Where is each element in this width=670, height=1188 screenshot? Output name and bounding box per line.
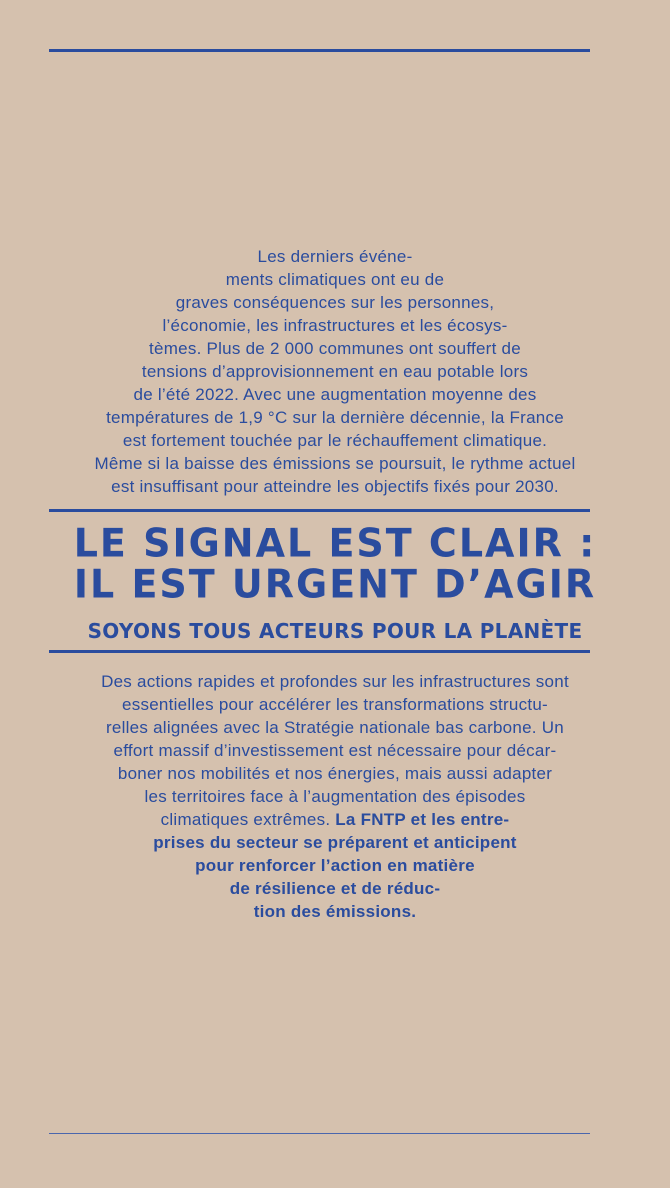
headline-line-1: LE SIGNAL EST CLAIR : (73, 520, 597, 566)
headline-bottom-rule (49, 650, 590, 653)
body-line-bold-part: La FNTP et les entre- (335, 810, 510, 829)
top-rule (49, 49, 590, 52)
body-line: relles alignées avec la Stratégie nationale bas carbone. Un (106, 718, 564, 737)
body-paragraph (0, 670, 670, 923)
intro-line: tèmes. Plus de 2 000 communes ont souffert de (149, 339, 521, 358)
intro-line: est fortement touchée par le réchauffement climatique. (122, 431, 548, 450)
intro-line: est insuffisant pour atteindre les objectifs fixés pour 2030. (111, 477, 559, 496)
intro-line: tensions d’approvisionnement en eau potable lors (141, 362, 529, 381)
body-bold-line: pour renforcer l’action en matière (195, 856, 475, 875)
body-line: les territoires face à l’augmentation des épisodes (144, 787, 526, 806)
intro-line: graves conséquences sur les personnes, (175, 293, 495, 312)
body-line-mixed (0, 808, 670, 831)
body-line: boner nos mobilités et nos énergies, mais aussi adapter (117, 764, 553, 783)
intro-paragraph (0, 245, 670, 498)
body-bold-line: tion des émissions. (253, 902, 417, 921)
intro-line: l’économie, les infrastructures et les écosys- (162, 316, 508, 335)
headline-line-2: IL EST URGENT D’AGIR (73, 561, 597, 607)
body-bold-line: de résilience et de réduc- (229, 879, 441, 898)
body-line: effort massif d’investissement est nécessaire pour décar- (113, 741, 557, 760)
body-line: Des actions rapides et profondes sur les infrastructures sont (101, 672, 569, 691)
headline-top-rule (49, 509, 590, 512)
intro-line: de l’été 2022. Avec une augmentation moyenne des (133, 385, 537, 404)
body-line-regular-part: climatiques extrêmes. (160, 810, 336, 829)
intro-line: Les derniers événe- (257, 247, 413, 266)
body-line: essentielles pour accélérer les transformations structu- (122, 695, 548, 714)
body-bold-line: prises du secteur se préparent et anticipent (153, 833, 517, 852)
bottom-rule (49, 1133, 590, 1134)
intro-line: Même si la baisse des émissions se poursuit, le rythme actuel (94, 454, 576, 473)
subheadline: SOYONS TOUS ACTEURS POUR LA PLANÈTE (87, 619, 583, 643)
intro-line: ments climatiques ont eu de (225, 270, 445, 289)
intro-line: températures de 1,9 °C sur la dernière décennie, la France (106, 408, 564, 427)
